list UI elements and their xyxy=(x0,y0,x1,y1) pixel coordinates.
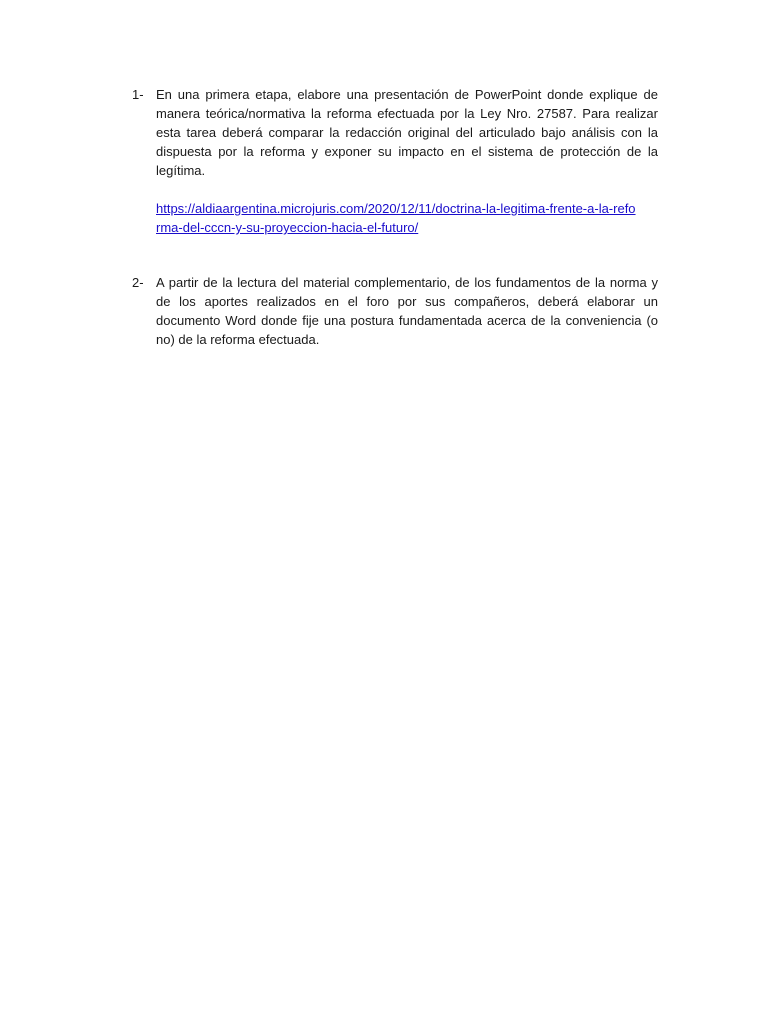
list-item-2 xyxy=(132,273,658,349)
list-item-number: 1- xyxy=(132,87,144,102)
list-item-text: En una primera etapa, elabore una presentación de PowerPoint donde explique de manera teórica/normativa la reforma efectuada por la Ley Nro. 27587. Para realizar esta tarea deberá comparar la redacción original del articulado bajo análisis con la dispuesta por la reforma y exponer su impacto en el sistema de protección de la legítima. xyxy=(156,87,658,178)
list-item-1 xyxy=(132,85,658,237)
list-item-text: A partir de la lectura del material complementario, de los fundamentos de la norma y de los aportes realizados en el foro por sus compañeros, deberá elaborar un documento Word donde fije una postura fundamentada acerca de la conveniencia (o no) de la reforma efectuada. xyxy=(156,275,658,347)
reference-link[interactable]: https://aldiaargentina.microjuris.com/2020/12/11/doctrina-la-legitima-frente-a-la-reforma-del-cccn-y-su-proyeccion-hacia-el-futuro/ xyxy=(156,201,636,235)
reference-link-block xyxy=(156,199,636,237)
list-item-number: 2- xyxy=(132,275,144,290)
